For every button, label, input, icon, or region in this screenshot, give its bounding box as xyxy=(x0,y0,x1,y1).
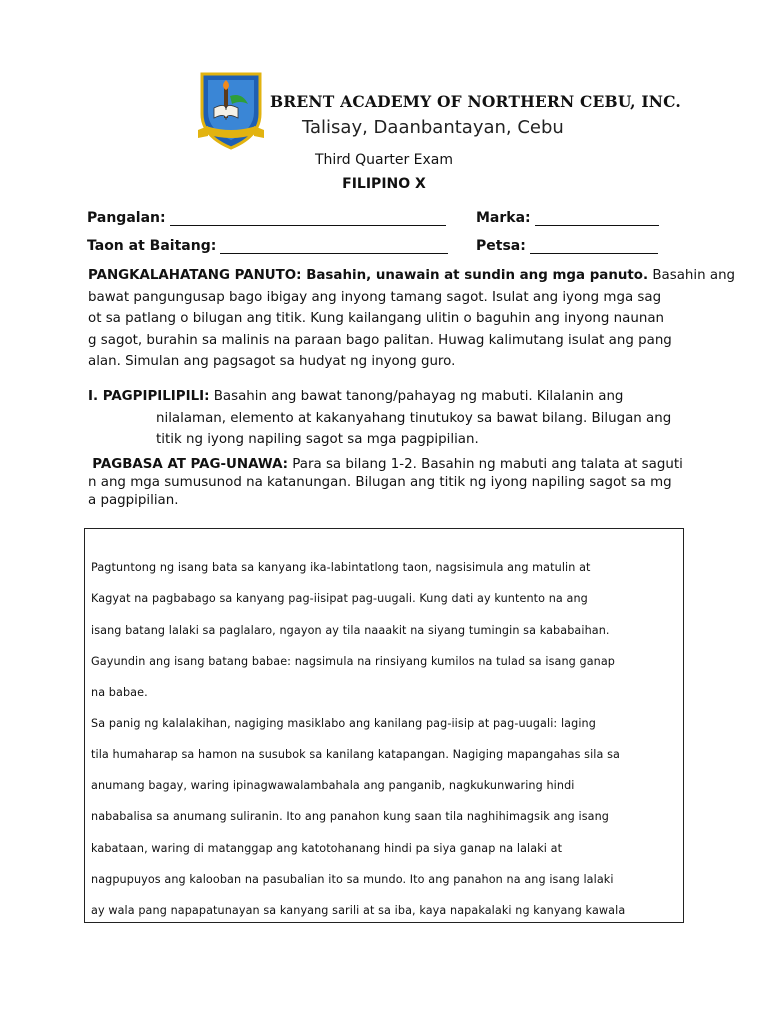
date-blank[interactable] xyxy=(530,239,658,254)
passage-line: tila humaharap sa hamon na susubok sa kanilang katapangan. Nagiging mapangahas sila sa xyxy=(91,748,621,761)
grade-level-field[interactable] xyxy=(87,238,448,254)
passage-line: Pagtuntong ng isang bata sa kanyang ika-labintatlong taon, nagsisimula ang matulin at xyxy=(91,561,591,574)
passage-line: Kagyat na pagbabago sa kanyang pag-iisipat pag-uugali. Kung dati ay kuntento na ang xyxy=(91,592,588,605)
passage-line: nagpupuyos ang kalooban na pasubalian ito sa mundo. Ito ang panahon na ang isang lalaki xyxy=(91,873,614,886)
reading-line xyxy=(88,456,688,474)
name-blank[interactable] xyxy=(170,211,446,226)
exam-title: Third Quarter Exam xyxy=(314,152,454,168)
passage-line: isang batang lalaki sa paglalaro, ngayon ay tila naaakit na siyang tumingin sa kababaihan. xyxy=(91,624,610,637)
part1-line: titik ng iyong napiling sagot sa mga pagpipilian. xyxy=(156,432,479,447)
reading-text: Para sa bilang 1-2. Basahin ng mabuti ang talata at saguti xyxy=(288,457,683,472)
score-label: Marka: xyxy=(476,210,531,226)
reading-line: a pagpipilian. xyxy=(88,493,179,508)
name-label: Pangalan: xyxy=(87,210,166,226)
reading-title: PAGBASA AT PAG-UNAWA: xyxy=(92,457,289,472)
school-name: BRENT ACADEMY OF NORTHERN CEBU, INC. xyxy=(270,92,681,111)
passage-line: kabataan, waring di matanggap ang katotohanang hindi pa siya ganap na lalaki at xyxy=(91,842,563,855)
part1-title: I. PAGPIPILIPILI: xyxy=(88,389,210,404)
general-instructions-title: PANGKALAHATANG PANUTO: xyxy=(88,268,302,283)
school-address: Talisay, Daanbantayan, Cebu xyxy=(302,117,564,138)
passage-line: Sa panig ng kalalakihan, nagiging masiklabo ang kanilang pag-iisip at pag-uugali: laging xyxy=(91,717,596,730)
general-instructions-line: bawat pangungusap bago ibigay ang inyong tamang sagot. Isulat ang iyong mga sag xyxy=(88,289,662,305)
reading-instructions xyxy=(88,456,688,510)
name-field[interactable] xyxy=(87,210,446,226)
reading-passage-box xyxy=(84,528,684,923)
grade-level-label: Taon at Baitang: xyxy=(87,238,217,254)
passage-line: nababalisa sa anumang suliranin. Ito ang panahon kung saan tila naghihimagsik ang isang xyxy=(91,810,609,823)
part1-line: nilalaman, elemento at kakanyahang tinutukoy sa bawat bilang. Bilugan ang xyxy=(156,410,672,426)
general-instructions-text: Basahin ang xyxy=(648,268,736,283)
passage-line: anumang bagay, waring ipinagwawalambahala ang panganib, nagkukunwaring hindi xyxy=(91,779,575,792)
general-instructions-line xyxy=(88,265,736,287)
date-label: Petsa: xyxy=(476,238,526,254)
general-instructions xyxy=(88,265,736,373)
part1-line xyxy=(88,386,688,408)
grade-level-blank[interactable] xyxy=(220,239,448,254)
general-instructions-bold: Basahin, unawain at sundin ang mga panuto. xyxy=(301,268,649,283)
exam-subject: FILIPINO X xyxy=(342,176,426,192)
score-field[interactable] xyxy=(476,210,659,226)
general-instructions-line: ot sa patlang o bilugan ang titik. Kung kailangang ulitin o baguhin ang inyong naunan xyxy=(88,311,665,326)
passage-line: Gayundin ang isang batang babae: nagsimula na rinsiyang kumilos na tulad sa isang ganap xyxy=(91,655,616,668)
passage-line: na babae. xyxy=(91,686,148,699)
passage-line: ay wala pang napapatunayan sa kanyang sarili at sa iba, kaya napakalaki ng kanyang kawala xyxy=(91,904,626,917)
score-blank[interactable] xyxy=(535,211,659,226)
general-instructions-line: g sagot, burahin sa malinis na paraan bago palitan. Huwag kalimutang isulat ang pang xyxy=(88,332,672,348)
date-field[interactable] xyxy=(476,238,658,254)
school-logo xyxy=(196,70,266,150)
general-instructions-line: alan. Simulan ang pagsagot sa hudyat ng inyong guro. xyxy=(88,354,456,369)
reading-line: n ang mga sumusunod na katanungan. Bilugan ang titik ng iyong napiling sagot sa mg xyxy=(88,475,672,490)
part1-text: Basahin ang bawat tanong/pahayag ng mabuti. Kilalanin ang xyxy=(209,389,624,404)
part1-instructions xyxy=(88,386,688,451)
